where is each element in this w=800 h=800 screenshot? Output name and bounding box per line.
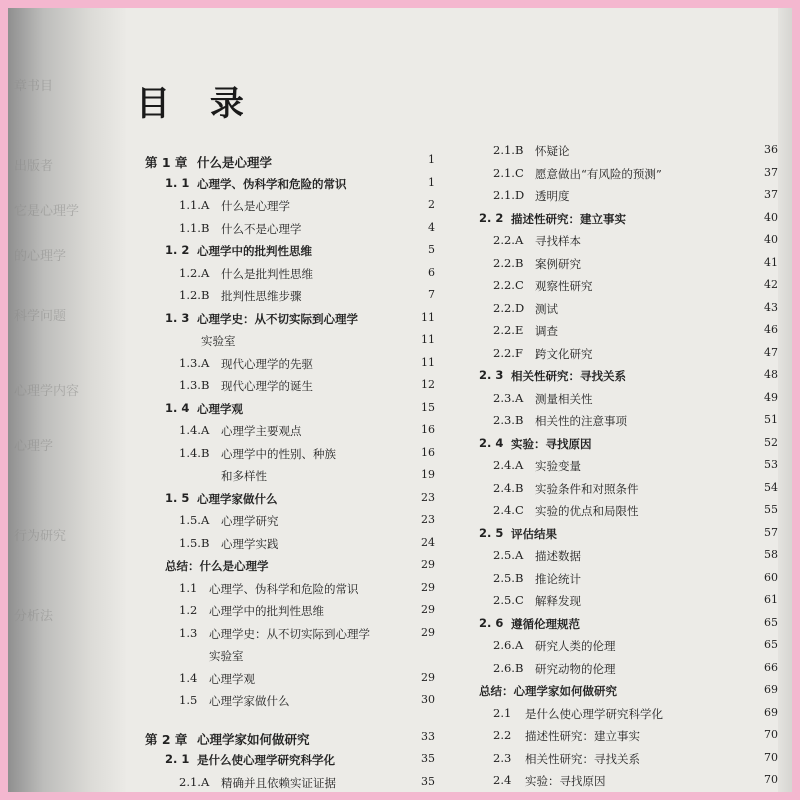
toc-entry-number: 2.1.D	[493, 188, 525, 202]
toc-entry	[145, 330, 435, 353]
toc-entry-title: 什么是心理学	[221, 199, 290, 213]
toc-entry-title: 调查	[535, 324, 558, 338]
toc-entry-page: 42	[764, 278, 778, 291]
toc-entry-number: 1.2	[179, 603, 198, 617]
toc-entry-number: 1. 5	[165, 490, 190, 505]
toc-entry-number: 2.1.B	[493, 143, 524, 157]
toc-entry-number: 2.4.C	[493, 503, 524, 517]
toc-entry-number: 2.5.B	[493, 570, 524, 585]
toc-entry-page: 69	[764, 705, 778, 719]
bleed-text: 科学问题	[14, 309, 67, 324]
toc-entry-page: 23	[421, 490, 435, 504]
toc-entry-page: 65	[764, 638, 778, 651]
bleed-text: 心理学内容	[14, 384, 80, 399]
toc-entry-title: 跨文化研究	[535, 346, 593, 361]
toc-entry-number: 1. 2	[165, 243, 190, 257]
toc-entry	[145, 690, 435, 713]
toc-entry	[473, 635, 778, 658]
toc-entry-title: 心理学、伪科学和危险的常识	[197, 176, 347, 191]
toc-entry-page: 41	[764, 255, 778, 269]
toc-entry-title: 和多样性	[221, 469, 267, 483]
toc-entry-page: 29	[421, 558, 435, 571]
toc-entry-page: 19	[421, 468, 435, 481]
toc-entry-title: 推论统计	[535, 571, 581, 586]
toc-entry-title: 是什么使心理学研究科学化	[525, 706, 663, 721]
toc-entry	[473, 365, 778, 388]
book-page	[8, 8, 792, 792]
toc-entry-page: 61	[764, 593, 778, 606]
toc-entry-page: 40	[764, 233, 778, 246]
toc-entry-title: 现代心理学的先驱	[221, 356, 313, 371]
toc-entry	[473, 208, 778, 231]
bleed-text: 出版者	[14, 159, 54, 174]
toc-entry	[473, 725, 778, 748]
toc-entry-number: 2. 5	[479, 525, 504, 540]
toc-entry-title: 什么是心理学	[197, 155, 273, 170]
toc-entry	[473, 500, 778, 523]
toc-entry-number: 1.4.A	[179, 423, 210, 437]
toc-entry	[473, 163, 778, 186]
toc-entry-title: 是什么使心理学研究科学化	[197, 753, 335, 767]
toc-entry-page: 70	[764, 750, 778, 764]
toc-entry	[473, 455, 778, 478]
toc-entry	[473, 680, 778, 703]
toc-entry-page: 52	[764, 435, 778, 449]
toc-entry-page: 53	[764, 458, 778, 471]
toc-entry	[145, 375, 435, 398]
toc-entry-title: 心理学、伪科学和危险的常识	[209, 581, 359, 596]
bleed-text: 行为研究	[14, 529, 67, 544]
toc-entry-title: 相关性的注意事项	[535, 414, 627, 428]
toc-entry-page: 30	[421, 693, 435, 706]
toc-entry-title: 相关性研究：寻找关系	[511, 369, 626, 383]
toc-entry-title: 实验：寻找原因	[511, 436, 592, 451]
toc-entry-page: 58	[764, 548, 778, 561]
toc-entry	[145, 533, 435, 556]
toc-entry-number: 2.4.B	[493, 480, 524, 495]
toc-entry-page: 46	[764, 323, 778, 336]
toc-entry-page: 33	[421, 729, 435, 743]
toc-entry-number: 2.3.A	[493, 390, 524, 405]
toc-entry	[473, 478, 778, 501]
toc-entry	[473, 253, 778, 276]
toc-entry-page: 1	[428, 175, 435, 189]
toc-entry-title: 透明度	[535, 189, 570, 203]
toc-entry-title: 心理学家如何做研究	[197, 731, 310, 747]
toc-entry-page: 51	[764, 413, 778, 426]
toc-entry-page: 66	[764, 660, 778, 674]
toc-entry-number: 2.3.B	[493, 413, 524, 427]
toc-entry-title: 批判性思维步骤	[221, 289, 302, 303]
toc-right-column	[473, 140, 778, 792]
toc-entry-number: 1.5.A	[179, 513, 210, 527]
toc-entry-title: 研究动物的伦理	[535, 661, 616, 676]
toc-entry	[473, 613, 778, 636]
toc-entry-number: 2.2.E	[493, 323, 524, 337]
toc-entry-title: 测量相关性	[535, 391, 593, 406]
toc-entry-number: 1.1.A	[179, 198, 210, 212]
toc-entry	[473, 275, 778, 298]
toc-entry-page: 54	[764, 480, 778, 494]
toc-entry-number: 1.2.B	[179, 288, 210, 302]
toc-entry	[145, 578, 435, 601]
toc-entry	[145, 218, 435, 241]
toc-entry-page: 70	[764, 773, 778, 786]
bleed-text: 心理学	[14, 439, 54, 454]
bleed-text: 的心理学	[14, 249, 67, 264]
toc-entry-title: 实验：寻找原因	[525, 774, 606, 788]
toc-entry	[145, 488, 435, 511]
toc-entry-number: 2. 1	[165, 752, 190, 766]
toc-entry-number: 1.2.A	[179, 265, 210, 280]
toc-entry-number: 1.3	[179, 625, 198, 640]
toc-entry-number: 第 1 章	[145, 155, 188, 170]
toc-entry-number: 1.3.B	[179, 378, 210, 392]
toc-entry-title: 实验的优点和局限性	[535, 504, 639, 518]
toc-entry-title: 精确并且依赖实证证据	[221, 775, 336, 790]
toc-entry-page: 29	[421, 625, 435, 639]
toc-entry-title: 现代心理学的诞生	[221, 379, 313, 393]
toc-entry	[473, 703, 778, 726]
toc-entry-title: 实验室	[209, 649, 244, 663]
toc-entry-title: 什么不是心理学	[221, 221, 302, 236]
toc-entry	[145, 308, 435, 331]
toc-entry-title: 怀疑论	[535, 144, 570, 158]
toc-entry	[145, 443, 435, 466]
toc-entry-page: 60	[764, 570, 778, 584]
toc-entry-title: 描述数据	[535, 549, 581, 563]
toc-entry-title: 描述性研究：建立事实	[511, 211, 626, 226]
toc-entry-page: 4	[428, 220, 435, 234]
toc-entry-title: 遵循伦理规范	[511, 616, 580, 631]
toc-left-column	[145, 150, 435, 792]
toc-entry	[473, 658, 778, 681]
toc-entry	[473, 523, 778, 546]
toc-entry-number: 2.5.A	[493, 548, 524, 562]
toc-entry-page: 29	[421, 580, 435, 594]
toc-entry	[473, 185, 778, 208]
toc-entry-number: 2.1	[493, 705, 512, 720]
toc-entry-title: 评估结果	[511, 526, 557, 541]
toc-entry	[145, 353, 435, 376]
toc-entry-title: 研究人类的伦理	[535, 639, 616, 653]
toc-entry-page: 49	[764, 390, 778, 404]
toc-entry-page: 6	[428, 265, 435, 279]
toc-entry-page: 48	[764, 368, 778, 381]
toc-entry-title: 解释发现	[535, 594, 581, 608]
toc-entry-page: 12	[421, 378, 435, 391]
toc-entry-number: 2.6.A	[493, 638, 524, 652]
toc-entry	[473, 343, 778, 366]
toc-entry	[473, 388, 778, 411]
toc-entry-title: 描述性研究：建立事实	[525, 729, 640, 743]
toc-entry	[473, 568, 778, 591]
toc-entry	[473, 298, 778, 321]
toc-entry	[473, 433, 778, 456]
toc-entry	[145, 420, 435, 443]
toc-entry-number: 2.6.B	[493, 660, 524, 675]
toc-entry-title: 观察性研究	[535, 279, 593, 293]
page-title: 目 录	[136, 84, 258, 124]
toc-entry	[145, 668, 435, 691]
toc-entry-number: 2.4.A	[493, 458, 524, 472]
toc-entry	[145, 173, 435, 196]
toc-entry-number: 2. 2	[479, 210, 504, 225]
toc-entry-page: 29	[421, 603, 435, 616]
toc-entry	[145, 465, 435, 488]
toc-entry-title: 实验室	[201, 334, 236, 348]
toc-entry	[145, 623, 435, 646]
toc-entry-page: 7	[428, 288, 435, 301]
toc-entry	[145, 772, 435, 793]
toc-entry	[473, 748, 778, 771]
toc-entry-number: 2.4	[493, 773, 512, 787]
toc-entry-page: 11	[421, 355, 435, 369]
toc-entry	[145, 749, 435, 772]
toc-entry-title: 测试	[535, 301, 558, 316]
toc-entry-title: 心理学史：从不切实际到心理学	[209, 626, 370, 641]
toc-entry-number: 2.1.C	[493, 165, 524, 180]
toc-entry-title: 心理学家做什么	[209, 694, 290, 708]
toc-entry	[145, 240, 435, 263]
toc-entry-page: 65	[764, 615, 778, 629]
page-edge	[778, 8, 792, 792]
toc-entry-title: 什么是批判性思维	[221, 266, 313, 281]
toc-entry-title: 愿意做出“有风险的预测”	[535, 166, 662, 181]
toc-entry-number: 2.2	[493, 728, 512, 742]
toc-entry-title: 心理学中的批判性思维	[197, 244, 312, 258]
toc-entry-page: 37	[764, 188, 778, 201]
toc-entry-page: 55	[764, 503, 778, 516]
toc-entry-page: 70	[764, 728, 778, 741]
toc-entry-page: 69	[764, 683, 778, 696]
toc-entry-title: 案例研究	[535, 256, 581, 271]
toc-entry-title: 心理学中的性别、种族	[221, 446, 336, 461]
bleed-text: 它是心理学	[14, 204, 80, 219]
toc-entry-number: 2.3	[493, 750, 512, 765]
toc-entry-number: 2.5.C	[493, 593, 524, 607]
toc-entry-number: 1. 3	[165, 310, 190, 325]
toc-entry-number: 2. 6	[479, 615, 504, 630]
toc-entry	[473, 410, 778, 433]
toc-entry-title: 心理学观	[197, 401, 243, 416]
bleed-text: 分析法	[14, 609, 54, 624]
toc-entry	[473, 770, 778, 792]
toc-entry	[145, 510, 435, 533]
toc-gap	[145, 713, 435, 727]
toc-entry-number: 2.2.C	[493, 278, 524, 292]
toc-entry	[145, 600, 435, 623]
toc-entry	[145, 150, 435, 173]
toc-entry-title: 实验变量	[535, 459, 581, 473]
toc-entry-page: 23	[421, 513, 435, 526]
toc-entry-number: 1.4	[179, 670, 198, 685]
toc-entry-number: 2.2.F	[493, 345, 523, 360]
toc-entry	[145, 645, 435, 668]
toc-entry-page: 43	[764, 300, 778, 314]
toc-entry-number: 2.2.B	[493, 255, 524, 270]
toc-entry-number: 1.4.B	[179, 445, 210, 460]
toc-entry-title: 心理学史：从不切实际到心理学	[197, 311, 358, 326]
toc-entry	[473, 545, 778, 568]
toc-entry-number: 2.1.A	[179, 774, 210, 789]
toc-entry-number: 1. 1	[165, 175, 190, 190]
toc-entry	[145, 555, 435, 578]
toc-entry-page: 35	[421, 752, 435, 765]
toc-entry	[145, 727, 435, 750]
toc-entry	[473, 320, 778, 343]
toc-entry-page: 1	[428, 153, 435, 166]
toc-entry-number: 1.1.B	[179, 220, 210, 235]
toc-entry-page: 29	[421, 670, 435, 684]
toc-entry-number: 2.2.D	[493, 300, 525, 315]
toc-entry	[145, 263, 435, 286]
toc-entry	[145, 195, 435, 218]
toc-entry-page: 24	[421, 535, 435, 549]
bleed-text: 章书目	[14, 79, 54, 94]
toc-entry	[473, 230, 778, 253]
toc-entry-title: 总结：什么是心理学	[165, 559, 269, 573]
toc-entry-page: 16	[421, 423, 435, 436]
toc-entry-title: 心理学实践	[221, 536, 279, 551]
toc-entry-title: 心理学中的批判性思维	[209, 604, 324, 618]
toc-entry	[145, 285, 435, 308]
toc-entry-page: 35	[421, 774, 435, 788]
toc-entry-number: 1.3.A	[179, 355, 210, 370]
toc-entry-page: 36	[764, 143, 778, 156]
toc-entry-page: 37	[764, 165, 778, 179]
toc-entry	[145, 398, 435, 421]
toc-entry-page: 11	[421, 310, 435, 324]
toc-entry-title: 寻找样本	[535, 234, 581, 248]
toc-entry-page: 47	[764, 345, 778, 359]
toc-entry-number: 2.2.A	[493, 233, 524, 247]
toc-entry-title: 心理学家做什么	[197, 491, 278, 506]
toc-entry-number: 2. 4	[479, 435, 504, 450]
toc-entry-number: 2. 3	[479, 368, 504, 382]
toc-entry-page: 5	[428, 243, 435, 256]
toc-entry-title: 心理学观	[209, 671, 255, 686]
toc-entry-number: 第 2 章	[145, 731, 188, 747]
toc-entry-number: 1.5.B	[179, 535, 210, 550]
toc-entry-title: 相关性研究：寻找关系	[525, 751, 640, 766]
toc-entry	[473, 590, 778, 613]
toc-entry-title: 心理学研究	[221, 514, 279, 528]
toc-entry-number: 1. 4	[165, 400, 190, 415]
toc-entry	[473, 140, 778, 163]
toc-entry-page: 40	[764, 210, 778, 224]
toc-entry-page: 11	[421, 333, 435, 346]
toc-entry-page: 2	[428, 198, 435, 211]
toc-entry-title: 心理学主要观点	[221, 424, 302, 438]
toc-entry-number: 1.5	[179, 693, 198, 707]
toc-entry-page: 57	[764, 525, 778, 539]
toc-entry-number: 1.1	[179, 580, 198, 595]
toc-entry-page: 16	[421, 445, 435, 459]
toc-entry-page: 15	[421, 400, 435, 414]
toc-entry-title: 总结：心理学家如何做研究	[479, 684, 617, 698]
toc-entry-title: 实验条件和对照条件	[535, 481, 639, 496]
